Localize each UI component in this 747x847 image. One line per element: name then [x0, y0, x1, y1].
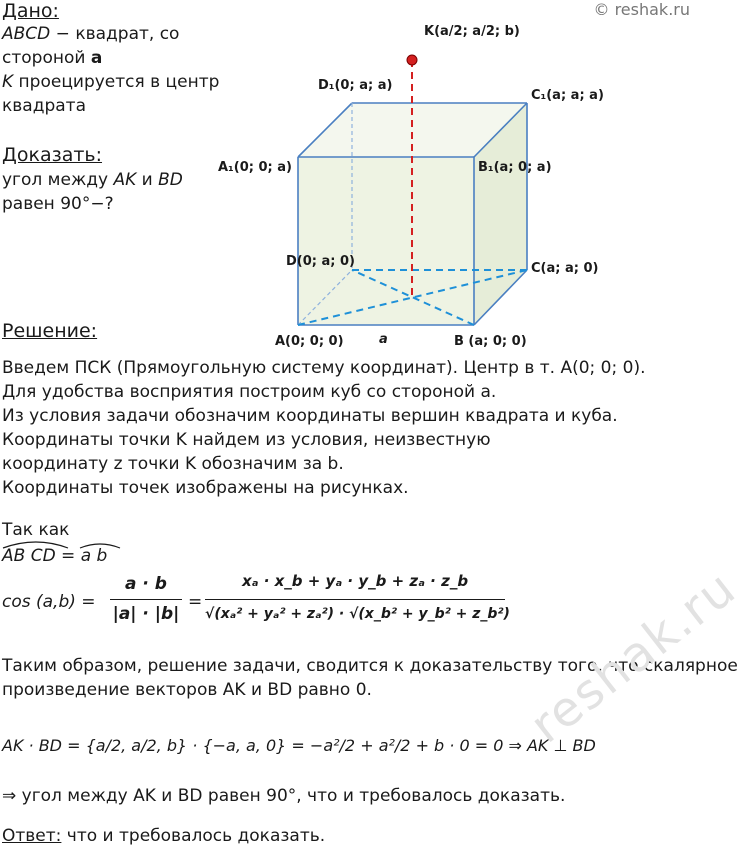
background-watermark: reshak.ru: [520, 559, 747, 755]
equation-1: AB CD = a b: [2, 546, 108, 566]
label-a1: A₁(0; 0; a): [218, 160, 292, 175]
label-c: C(a; a; 0): [531, 261, 599, 276]
solution-p8: Таким образом, решение задачи, сводится к доказательству того, что скалярное: [2, 656, 738, 676]
solution-p7: Так как: [2, 520, 70, 540]
solution-p4: Координаты точки K найдем из условия, неизвестную: [2, 430, 491, 450]
given-line-2-math: a: [90, 48, 103, 68]
cube-figure: [0, 0, 700, 340]
rhs-fraction-bar: [205, 599, 505, 600]
given-line-3-math: K: [2, 72, 14, 92]
solution-p1: Введем ПСК (Прямоугольную систему координат). Центр в т. A(0; 0; 0).: [2, 358, 646, 378]
solution-p10: ⇒ угол между AK и BD равен 90°, что и требовалось доказать.: [2, 786, 566, 806]
answer-heading: Ответ:: [2, 826, 62, 846]
cos-fraction-bar: [110, 599, 182, 600]
label-b1: B₁(a; 0; a): [478, 160, 552, 175]
cos-denominator: |a| · |b|: [112, 604, 180, 624]
given-line-1-text: − квадрат, со: [50, 24, 180, 44]
label-c1: C₁(a; a; a): [531, 88, 604, 103]
cos-numerator: a · b: [125, 574, 167, 594]
given-line-4: квадрата: [2, 96, 86, 116]
solution-heading: Решение:: [2, 320, 98, 342]
given-line-3-text: проецируется в центр: [13, 72, 220, 92]
given-line-2-text: стороной: [2, 48, 91, 68]
label-d: D(0; a; 0): [286, 254, 355, 269]
prove-bd: BD: [158, 170, 183, 190]
answer-text: что и требовалось доказать.: [61, 826, 326, 846]
prove-heading: Доказать:: [2, 144, 103, 166]
label-a: A(0; 0; 0): [275, 334, 344, 349]
given-line-1-math: ABCD: [2, 24, 51, 44]
given-heading: Дано:: [2, 0, 59, 22]
rhs-denominator: √(xₐ² + yₐ² + zₐ²) · √(x_b² + y_b² + z_b²): [205, 606, 510, 622]
answer-line: [2, 826, 325, 846]
cos-label: cos (a,b) =: [2, 592, 96, 612]
solution-p9: произведение векторов AK и BD равно 0.: [2, 680, 372, 700]
solution-p3: Из условия задачи обозначим координаты вершин квадрата и куба.: [2, 406, 618, 426]
watermark-text: © reshak.ru: [593, 0, 690, 19]
label-b: B (a; 0; 0): [454, 334, 527, 349]
equals-sign: =: [188, 592, 203, 612]
rhs-numerator: xₐ · x_b + yₐ · y_b + zₐ · z_b: [241, 572, 469, 590]
label-k: K(a/2; a/2; b): [424, 24, 520, 39]
label-side-a: a: [379, 332, 388, 347]
prove-line-1-text: угол между: [2, 170, 114, 190]
prove-line-2: равен 90°−?: [2, 194, 114, 214]
front-face: [298, 157, 474, 325]
point-k: [407, 55, 417, 65]
solution-p2: Для удобства восприятия построим куб со стороной a.: [2, 382, 497, 402]
label-d1: D₁(0; a; a): [318, 78, 393, 93]
prove-and: и: [136, 170, 159, 190]
prove-ak: AK: [113, 170, 137, 190]
equation-2: AK · BD = {a/2, a/2, b} · {−a, a, 0} = −a²/2 + a²/2 + b · 0 = 0 ⇒ AK ⊥ BD: [2, 736, 596, 755]
solution-p6: Координаты точек изображены на рисунках.: [2, 478, 409, 498]
solution-p5: координату z точки K обозначим за b.: [2, 454, 344, 474]
